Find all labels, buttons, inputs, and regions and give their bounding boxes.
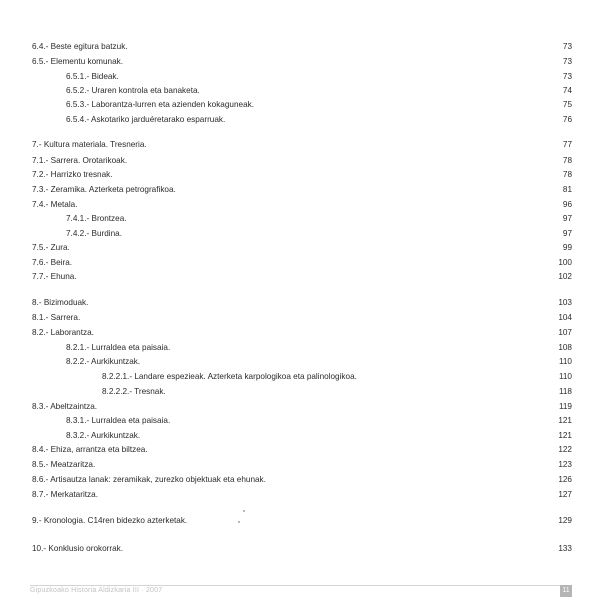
toc-entry-page: 121 (558, 416, 572, 425)
toc-entry-page: 99 (562, 243, 572, 252)
toc-entry-page: 97 (562, 229, 572, 238)
toc-entry-title: 9.- Kronologia. C14ren bidezko azterketak. (32, 516, 188, 525)
toc-entry (0, 341, 600, 355)
toc-entry-title: 7.4.1.- Brontzea. (66, 214, 127, 223)
toc-entry-title: 7.1.- Sarrera. Orotarikoak. (32, 156, 128, 165)
toc-entry-title: 6.5.- Elementu komunak. (32, 57, 124, 66)
toc-entry-title: 8.2.1.- Lurraldea eta paisaia. (66, 343, 171, 352)
toc-entry (0, 270, 600, 284)
toc-entry-title: 8.7.- Merkataritza. (32, 490, 98, 499)
toc-entry-title: 8.2.2.2.- Tresnak. (102, 387, 166, 396)
toc-entry-page: 75 (562, 100, 572, 109)
toc-entry-page: 78 (562, 170, 572, 179)
toc-entry-page: 119 (558, 402, 572, 411)
toc-entry-page: 126 (558, 475, 572, 484)
toc-entry-page: 73 (562, 42, 572, 51)
toc-entry-title: 6.5.2.- Uraren kontrola eta banaketa. (66, 86, 200, 95)
toc-entry-page: 74 (562, 86, 572, 95)
toc-entry-title: 6.5.4.- Askotariko jarduéretarako esparruak. (66, 115, 226, 124)
toc-entry (0, 326, 600, 340)
toc-entry-title: 7.7.- Ehuna. (32, 272, 77, 281)
toc-entry-page: 122 (558, 445, 572, 454)
toc-entry-title: 8.6.- Artisautza lanak: zeramikak, zurezko objektuak eta ehunak. (32, 475, 266, 484)
toc-entry (0, 443, 600, 457)
toc-entry (0, 227, 600, 241)
toc-entry-title: 8.5.- Meatzaritza. (32, 460, 96, 469)
toc-entry (0, 55, 600, 69)
toc-entry-title: 6.5.3.- Laborantza-lurren eta azienden kokaguneak. (66, 100, 254, 109)
toc-entry-page: 73 (562, 57, 572, 66)
page-footer (30, 585, 572, 598)
toc-entry (0, 429, 600, 443)
toc-entry (0, 168, 600, 182)
toc-entry-page: 110 (558, 372, 572, 381)
toc-entry-title: 8.1.- Sarrera. (32, 313, 81, 322)
toc-entry (0, 488, 600, 502)
toc-entry-page: 129 (558, 516, 572, 525)
toc-entry (0, 400, 600, 414)
toc-entry (0, 473, 600, 487)
toc-entry-page: 77 (562, 140, 572, 149)
toc-entry (0, 84, 600, 98)
toc-entry-page: 96 (562, 200, 572, 209)
toc-entry (0, 542, 600, 556)
toc-entry-page: 73 (562, 72, 572, 81)
toc-entry (0, 98, 600, 112)
toc-entry-page: 104 (558, 313, 572, 322)
toc-entry-page: 121 (558, 431, 572, 440)
toc-entry-page: 103 (558, 298, 572, 307)
toc-entry-page: 76 (562, 115, 572, 124)
toc-entry (0, 385, 600, 399)
toc-entry-page: 107 (558, 328, 572, 337)
toc-entry-title: 8.3.1.- Lurraldea eta paisaia. (66, 416, 171, 425)
toc-entry (0, 154, 600, 168)
toc-entry-page: 127 (558, 490, 572, 499)
toc-entry (0, 296, 600, 310)
toc-entry (0, 514, 600, 528)
toc-entry-page: 118 (558, 387, 572, 396)
toc-entry-title: 7.4.2.- Burdina. (66, 229, 122, 238)
toc-entry (0, 183, 600, 197)
toc-entry-title: 8.- Bizimoduak. (32, 298, 89, 307)
toc-entry (0, 355, 600, 369)
toc-entry-title: 8.4.- Ehiza, arrantza eta biltzea. (32, 445, 148, 454)
toc-entry-page: 81 (562, 185, 572, 194)
footer-page-number: 11 (560, 585, 572, 597)
toc-entry (0, 414, 600, 428)
toc-entry (0, 212, 600, 226)
scan-speck (243, 510, 245, 512)
toc-entry-title: 8.2.2.1.- Landare espezieak. Azterketa karpologikoa eta palinologikoa. (102, 372, 357, 381)
toc-entry (0, 138, 600, 152)
toc-entry-title: 8.2.2.- Aurkikuntzak. (66, 357, 141, 366)
toc-entry-title: 7.5.- Zura. (32, 243, 70, 252)
toc-entry-page: 133 (558, 544, 572, 553)
toc-entry-page: 78 (562, 156, 572, 165)
toc-entry-page: 110 (558, 357, 572, 366)
toc-entry-page: 102 (558, 272, 572, 281)
toc-entry-page: 123 (558, 460, 572, 469)
toc-entry (0, 198, 600, 212)
toc-entry-page: 97 (562, 214, 572, 223)
toc-entry (0, 311, 600, 325)
toc-entry (0, 370, 600, 384)
toc-entry (0, 256, 600, 270)
toc-entry (0, 40, 600, 54)
toc-entry-title: 7.3.- Zeramika. Azterketa petrografikoa. (32, 185, 176, 194)
toc-entry (0, 113, 600, 127)
toc-entry (0, 458, 600, 472)
toc-entry-title: 7.- Kultura materiala. Tresneria. (32, 140, 147, 149)
toc-entry-title: 7.2.- Harrizko tresnak. (32, 170, 113, 179)
toc-entry-title: 7.4.- Metala. (32, 200, 78, 209)
scan-speck (238, 521, 240, 523)
toc-entry-title: 8.2.- Laborantza. (32, 328, 94, 337)
toc-entry-title: 10.- Konklusio orokorrak. (32, 544, 124, 553)
toc-entry-title: 6.5.1.- Bideak. (66, 72, 119, 81)
toc-entry-title: 7.6.- Beira. (32, 258, 73, 267)
toc-entry (0, 241, 600, 255)
toc-entry (0, 70, 600, 84)
toc-entry-page: 100 (558, 258, 572, 267)
toc-entry-title: 8.3.- Abeltzaintza. (32, 402, 98, 411)
footer-title: Gipuzkoako Historia Aldizkaria III · 2007 (30, 587, 163, 594)
toc-entry-title: 6.4.- Beste egitura batzuk. (32, 42, 128, 51)
toc-entry-page: 108 (558, 343, 572, 352)
toc-entry-title: 8.3.2.- Aurkikuntzak. (66, 431, 141, 440)
